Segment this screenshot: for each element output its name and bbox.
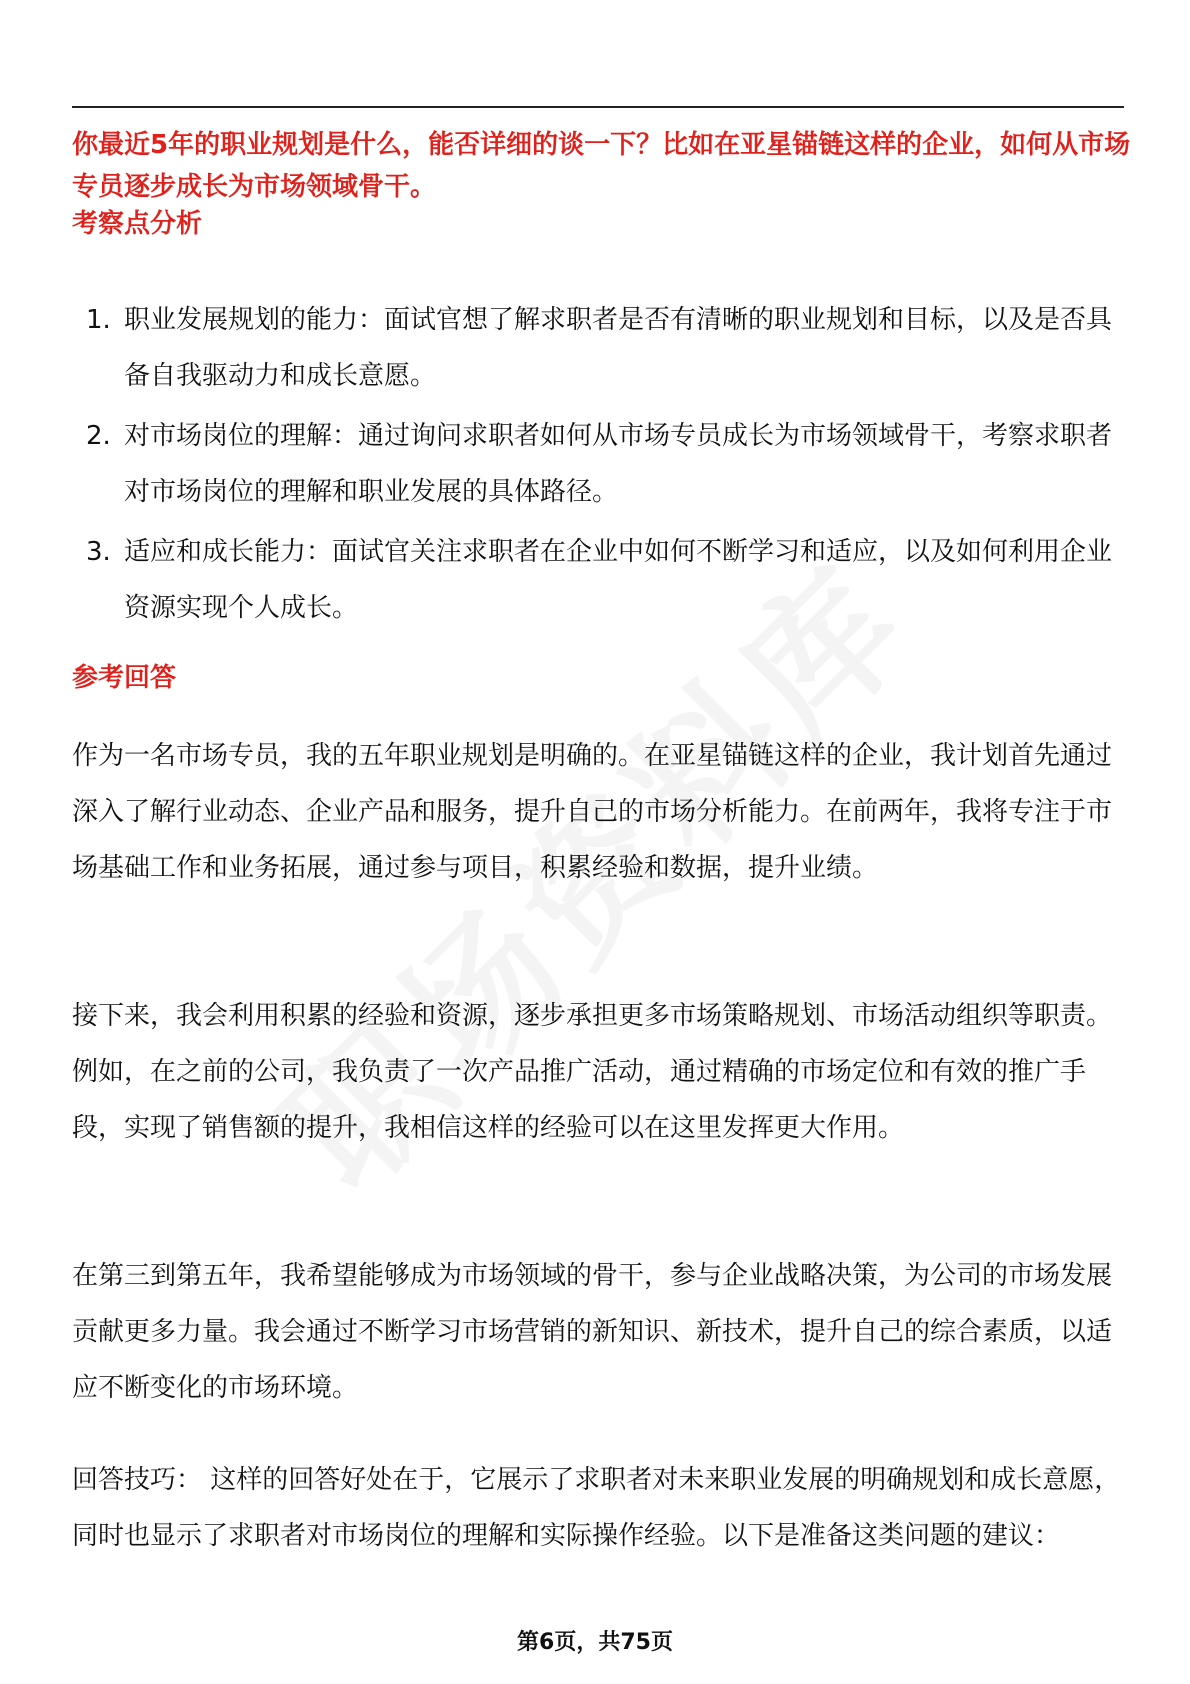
answer-heading: 参考回答 bbox=[72, 663, 177, 693]
answer-paragraph-2: 接下来，我会利用积累的经验和资源，逐步承担更多市场策略规划、市场活动组织等职责。例如，在之前的公司，我负责了一次产品推广活动，通过精确的市场定位和有效的推广手段，实现了销售额的提升，我相信这样的经验可以在这里发挥更大作用。 bbox=[72, 1001, 1113, 1143]
analysis-item-number: 1. bbox=[86, 305, 111, 335]
interview-question: 你最近5年的职业规划是什么，能否详细的谈一下？比如在亚星锚链这样的企业，如何从市场专员逐步成长为市场领域骨干。 bbox=[72, 130, 1131, 202]
analysis-item-3 bbox=[72, 524, 1132, 636]
analysis-item-number: 3. bbox=[86, 537, 111, 567]
page-number: 第6页，共75页 bbox=[517, 1630, 673, 1655]
analysis-item-number: 2. bbox=[86, 421, 111, 451]
answer-paragraph-1: 作为一名市场专员，我的五年职业规划是明确的。在亚星锚链这样的企业，我计划首先通过深入了解行业动态、企业产品和服务，提升自己的市场分析能力。在前两年，我将专注于市场基础工作和业务拓展，通过参与项目，积累经验和数据，提升业绩。 bbox=[72, 741, 1113, 883]
analysis-heading: 考察点分析 bbox=[72, 209, 203, 239]
analysis-item-text: 职业发展规划的能力：面试官想了解求职者是否有清晰的职业规划和目标，以及是否具备自我驱动力和成长意愿。 bbox=[124, 305, 1113, 391]
answer-tips-paragraph: 回答技巧： 这样的回答好处在于，它展示了求职者对未来职业发展的明确规划和成长意愿，同时也显示了求职者对市场岗位的理解和实际操作经验。以下是准备这类问题的建议： bbox=[72, 1465, 1121, 1551]
analysis-item-text: 对市场岗位的理解：通过询问求职者如何从市场专员成长为市场领域骨干，考察求职者对市场岗位的理解和职业发展的具体路径。 bbox=[124, 421, 1113, 507]
analysis-list bbox=[72, 292, 1132, 640]
top-divider bbox=[72, 106, 1124, 108]
analysis-item-text: 适应和成长能力：面试官关注求职者在企业中如何不断学习和适应，以及如何利用企业资源实现个人成长。 bbox=[124, 537, 1113, 623]
analysis-item-1 bbox=[72, 292, 1132, 404]
answer-paragraph-3: 在第三到第五年，我希望能够成为市场领域的骨干，参与企业战略决策，为公司的市场发展贡献更多力量。我会通过不断学习市场营销的新知识、新技术，提升自己的综合素质，以适应不断变化的市场环境。 bbox=[72, 1261, 1113, 1403]
analysis-item-2 bbox=[72, 408, 1132, 520]
